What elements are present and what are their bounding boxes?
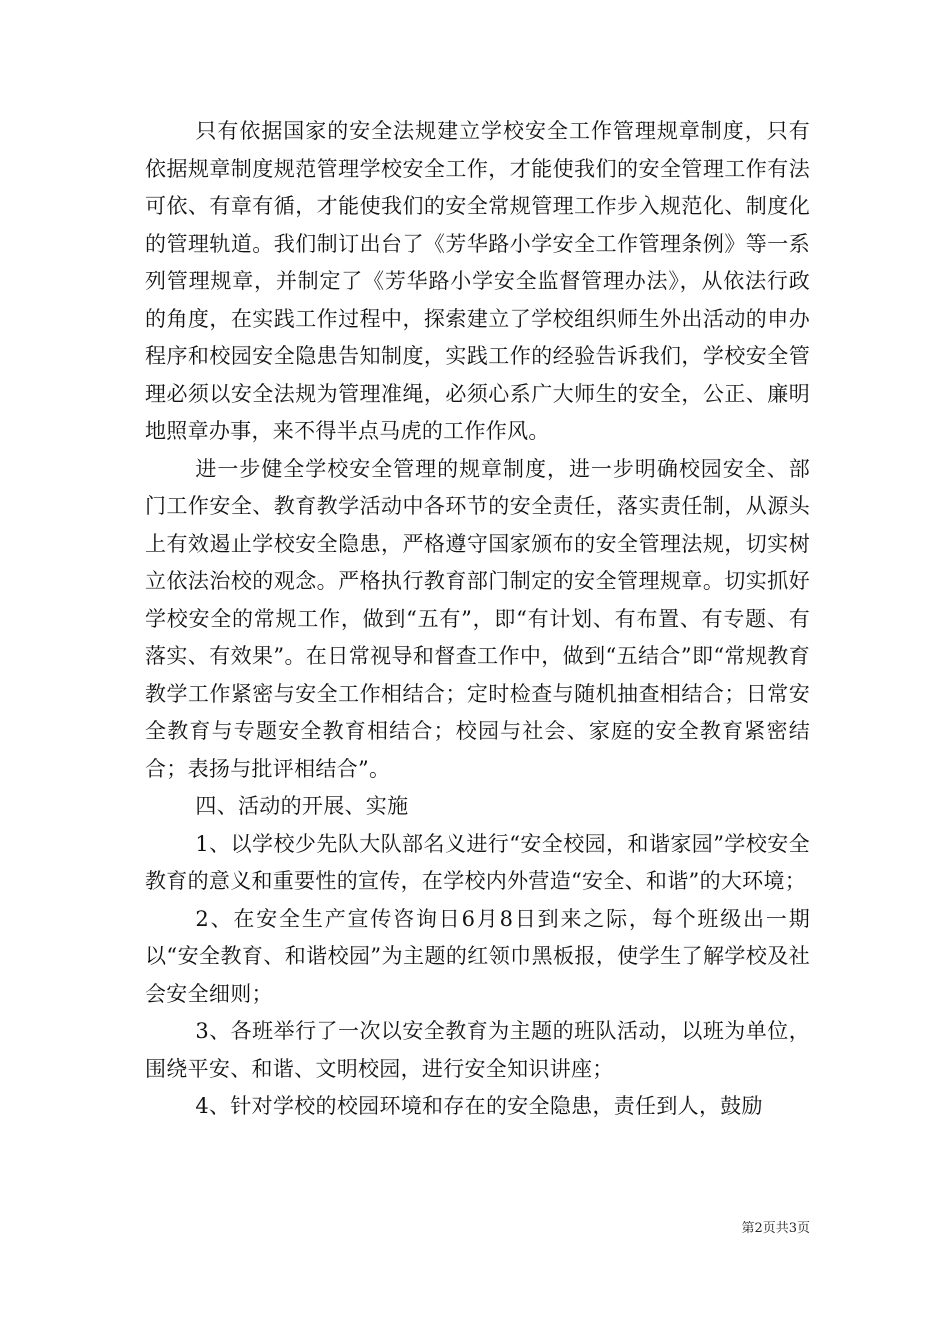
list-item-1: 1、以学校少先队大队部名义进行“安全校园，和谐家园”学校安全教育的意义和重要性的宣传，在学校内外营造“安全、和谐”的大环境； <box>145 831 810 893</box>
paragraph-1: 只有依据国家的安全法规建立学校安全工作管理规章制度，只有依据规章制度规范管理学校安全工作，才能使我们的安全管理工作有法可依、有章有循，才能使我们的安全常规管理工作步入规范化、制度化的管理轨道。我们制订出台了《芳华路小学安全工作管理条例》等一系列管理规章，并制定了《芳华路小学安全监督管理办法》，从依法行政的角度，在实践工作过程中，探索建立了学校组织师生外出活动的申办程序和校园安全隐患告知制度，实践工作的经验告诉我们，学校安全管理必须以安全法规为管理准绳，必须心系广大师生的安全，公正、廉明地照章办事，来不得半点马虎的工作作风。 <box>145 119 810 443</box>
list-item-4: 4、针对学校的校园环境和存在的安全隐患，责任到人，鼓励 <box>195 1094 763 1118</box>
paragraph-2: 进一步健全学校安全管理的规章制度，进一步明确校园安全、部门工作安全、教育教学活动中各环节的安全责任，落实责任制，从源头上有效遏止学校安全隐患，严格遵守国家颁布的安全管理法规，切实树立依法治校的观念。严格执行教育部门制定的安全管理规章。切实抓好学校安全的常规工作，做到“五有”，即“有计划、有布置、有专题、有落实、有效果”。在日常视导和督查工作中，做到“五结合”即“常规教育教学工作紧密与安全工作相结合；定时检查与随机抽查相结合；日常安全教育与专题安全教育相结合；校园与社会、家庭的安全教育紧密结合；表扬与批评相结合”。 <box>145 456 810 781</box>
list-item-2: 2、在安全生产宣传咨询日6月8日到来之际，每个班级出一期以“安全教育、和谐校园”为主题的红领巾黑板报，使学生了解学校及社会安全细则； <box>145 906 810 1006</box>
page-number: 第2页共3页 <box>741 1221 810 1236</box>
section-heading: 四、活动的开展、实施 <box>195 794 409 818</box>
list-item-3: 3、各班举行了一次以安全教育为主题的班队活动，以班为单位，围绕平安、和谐、文明校园，进行安全知识讲座； <box>145 1019 810 1081</box>
document-body <box>145 113 810 1126</box>
